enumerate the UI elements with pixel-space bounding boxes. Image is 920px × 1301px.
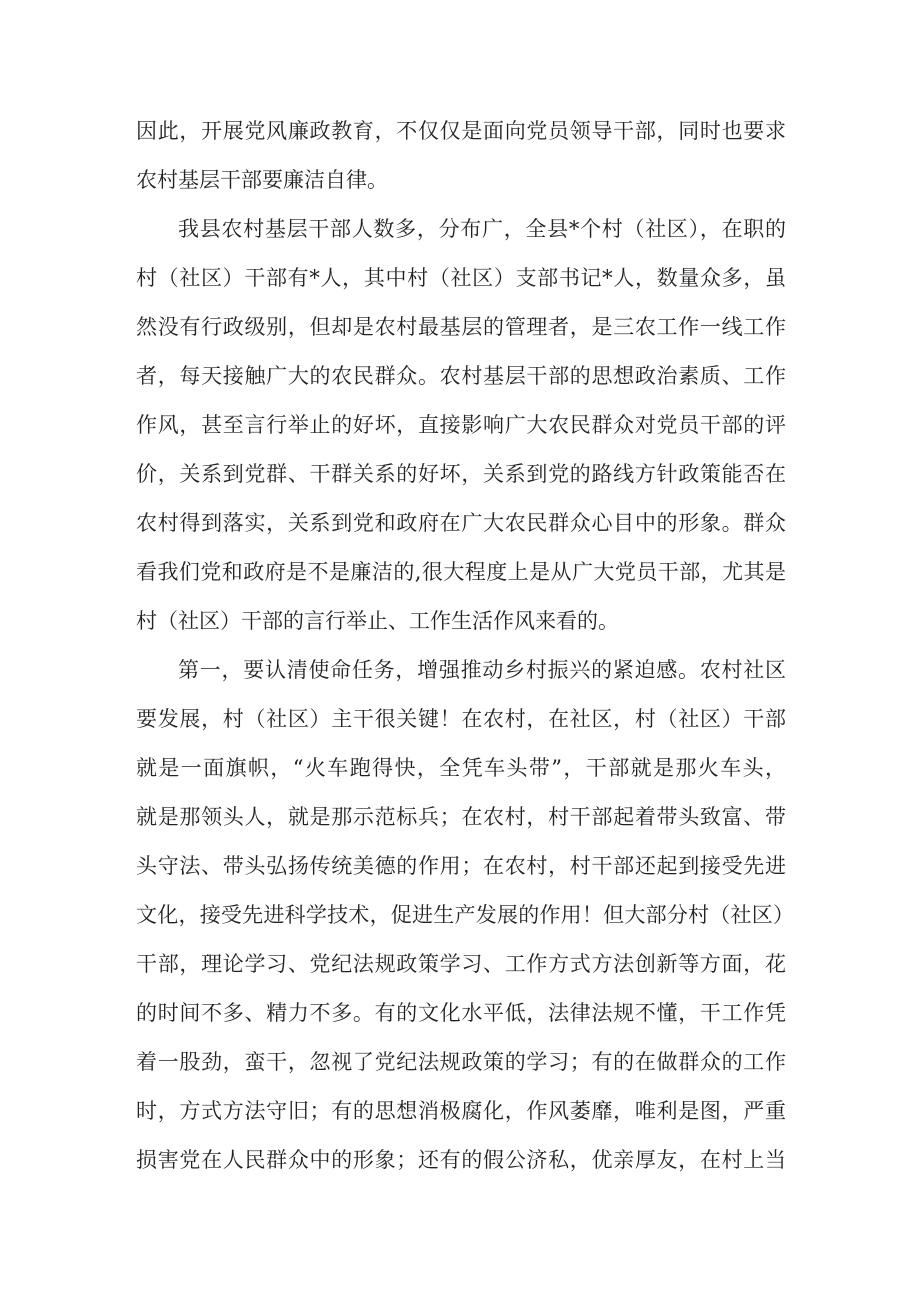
text-line: 因此，开展党风廉政教育，不仅仅是面向党员领导干部，同时也要求 <box>136 119 786 143</box>
text-line: 就是那领头人，就是那示范标兵；在农村，村干部起着带头致富、带 <box>136 805 786 829</box>
text-line: 头守法、带头弘扬传统美德的作用；在农村，村干部还起到接受先进 <box>136 854 786 878</box>
text-line: 看我们党和政府是不是廉洁的,很大程度上是从广大党员干部，尤其是 <box>136 560 786 584</box>
text-line: 第一，要认清使命任务，增强推动乡村振兴的紧迫感。农村社区 <box>178 658 786 682</box>
text-line: 农村基层干部要廉洁自律。 <box>136 168 388 192</box>
text-line: 然没有行政级别，但却是农村最基层的管理者，是三农工作一线工作 <box>136 315 786 339</box>
text-line: 着一股劲，蛮干，忽视了党纪法规政策的学习；有的在做群众的工作 <box>136 1050 786 1074</box>
text-line: 文化，接受先进科学技术，促进生产发展的作用！但大部分村（社区） <box>136 903 794 927</box>
text-line: 的时间不多、精力不多。有的文化水平低，法律法规不懂，干工作凭 <box>136 1001 786 1025</box>
text-line: 价，关系到党群、干群关系的好坏，关系到党的路线方针政策能否在 <box>136 462 786 486</box>
text-line: 就是一面旗帜，“火车跑得快，全凭车头带”，干部就是那火车头， <box>136 756 786 780</box>
text-line: 我县农村基层干部人数多，分布广，全县*个村（社区），在职的 <box>178 217 786 241</box>
text-line: 村（社区）干部有*人，其中村（社区）支部书记*人，数量众多，虽 <box>136 266 786 290</box>
text-line: 者，每天接触广大的农民群众。农村基层干部的思想政治素质、工作 <box>136 364 786 388</box>
text-line: 损害党在人民群众中的形象；还有的假公济私，优亲厚友，在村上当 <box>136 1148 786 1172</box>
text-line: 要发展，村（社区）主干很关键！在农村，在社区，村（社区）干部 <box>136 707 786 731</box>
text-line: 作风，甚至言行举止的好坏，直接影响广大农民群众对党员干部的评 <box>136 413 786 437</box>
text-line: 干部，理论学习、党纪法规政策学习、工作方式方法创新等方面，花 <box>136 952 786 976</box>
text-line: 时，方式方法守旧；有的思想消极腐化，作风萎靡，唯利是图，严重 <box>136 1099 786 1123</box>
text-line: 农村得到落实，关系到党和政府在广大农民群众心目中的形象。群众 <box>136 511 786 535</box>
text-line: 村（社区）干部的言行举止、工作生活作风来看的。 <box>136 609 619 633</box>
